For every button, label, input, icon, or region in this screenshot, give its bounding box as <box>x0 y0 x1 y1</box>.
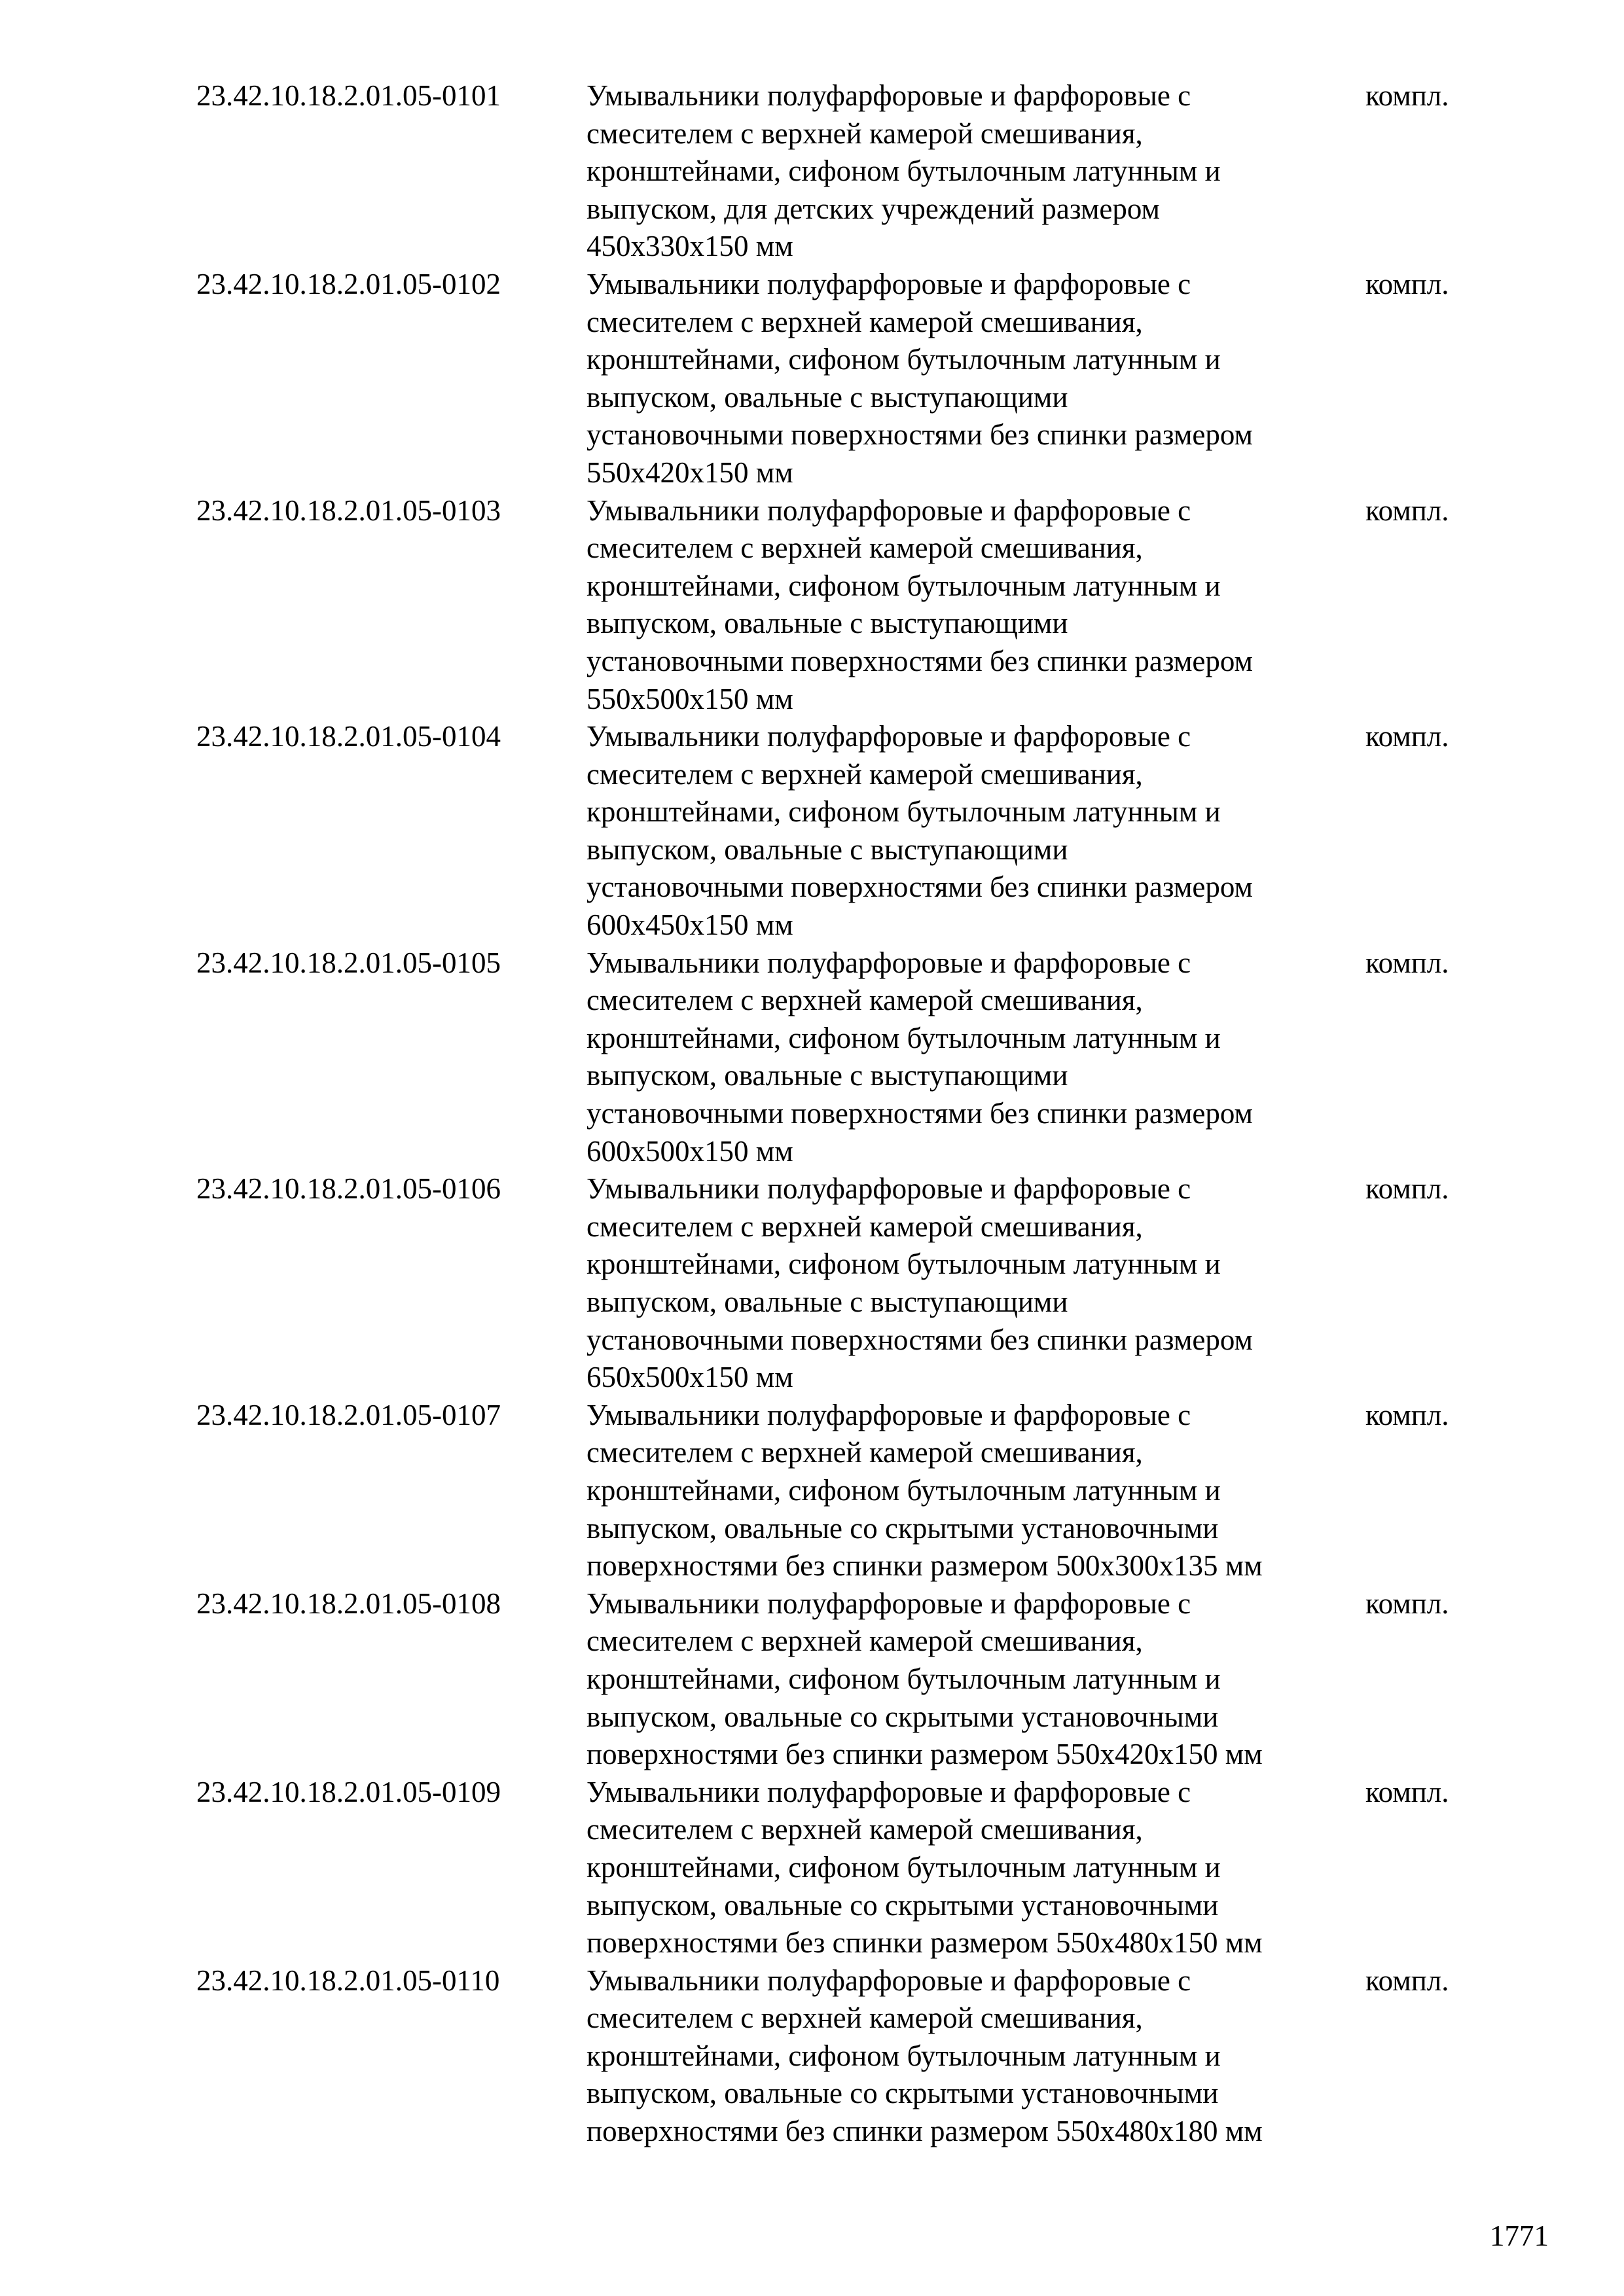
row-description: Умывальники полуфарфоровые и фарфоровые с смесителем с верхней камерой смешивания, кронштейнами, сифоном бутылочным латунным и выпуском, для детских учреждений размером 450x330x150 мм <box>586 79 1221 263</box>
page-number: 1771 <box>1490 2219 1549 2252</box>
row-code: 23.42.10.18.2.01.05-0102 <box>196 267 501 300</box>
row-unit: компл. <box>1365 79 1449 112</box>
row-description: Умывальники полуфарфоровые и фарфоровые с смесителем с верхней камерой смешивания, кронштейнами, сифоном бутылочным латунным и выпуском, овальные с выступающими установочными поверхностями без спинки размером 600x450x150 мм <box>586 720 1254 942</box>
row-unit: компл. <box>1365 493 1449 527</box>
table-row <box>196 1962 1506 2151</box>
row-description: Умывальники полуфарфоровые и фарфоровые с смесителем с верхней камерой смешивания, кронштейнами, сифоном бутылочным латунным и выпуском, овальные со скрытыми установочными поверхностями без спинки размером 500x300x135 мм <box>586 1398 1263 1583</box>
table-row <box>196 492 1506 719</box>
row-unit: компл. <box>1365 1398 1449 1431</box>
row-unit: компл. <box>1365 1775 1449 1808</box>
row-unit: компл. <box>1365 1587 1449 1620</box>
row-unit: компл. <box>1365 267 1449 300</box>
table-row <box>196 718 1506 944</box>
row-code: 23.42.10.18.2.01.05-0108 <box>196 1587 501 1620</box>
row-unit: компл. <box>1365 1964 1449 1997</box>
row-code: 23.42.10.18.2.01.05-0105 <box>196 946 501 979</box>
row-description: Умывальники полуфарфоровые и фарфоровые с смесителем с верхней камерой смешивания, кронштейнами, сифоном бутылочным латунным и выпуском, овальные с выступающими установочными поверхностями без спинки размером 550x500x150 мм <box>586 493 1254 715</box>
row-description: Умывальники полуфарфоровые и фарфоровые с смесителем с верхней камерой смешивания, кронштейнами, сифоном бутылочным латунным и выпуском, овальные со скрытыми установочными поверхностями без спинки размером 550x420x150 мм <box>586 1587 1263 1771</box>
row-description: Умывальники полуфарфоровые и фарфоровые с смесителем с верхней камерой смешивания, кронштейнами, сифоном бутылочным латунным и выпуском, овальные с выступающими установочными поверхностями без спинки размером 550x420x150 мм <box>586 267 1254 489</box>
row-unit: компл. <box>1365 720 1449 753</box>
row-description: Умывальники полуфарфоровые и фарфоровые с смесителем с верхней камерой смешивания, кронштейнами, сифоном бутылочным латунным и выпуском, овальные с выступающими установочными поверхностями без спинки размером 650x500x150 мм <box>586 1172 1254 1394</box>
row-code: 23.42.10.18.2.01.05-0104 <box>196 720 501 753</box>
row-code: 23.42.10.18.2.01.05-0110 <box>196 1964 500 1997</box>
row-code: 23.42.10.18.2.01.05-0109 <box>196 1775 501 1808</box>
catalog-table <box>196 77 1506 2151</box>
table-row <box>196 1774 1506 1962</box>
table-row <box>196 944 1506 1171</box>
row-unit: компл. <box>1365 946 1449 979</box>
row-code: 23.42.10.18.2.01.05-0103 <box>196 493 501 527</box>
row-code: 23.42.10.18.2.01.05-0107 <box>196 1398 501 1431</box>
table-row <box>196 1397 1506 1585</box>
row-description: Умывальники полуфарфоровые и фарфоровые с смесителем с верхней камерой смешивания, кронштейнами, сифоном бутылочным латунным и выпуском, овальные со скрытыми установочными поверхностями без спинки размером 550x480x180 мм <box>586 1964 1263 2148</box>
table-row <box>196 266 1506 492</box>
row-description: Умывальники полуфарфоровые и фарфоровые с смесителем с верхней камерой смешивания, кронштейнами, сифоном бутылочным латунным и выпуском, овальные со скрытыми установочными поверхностями без спинки размером 550x480x150 мм <box>586 1775 1263 1960</box>
table-row <box>196 1170 1506 1397</box>
row-description: Умывальники полуфарфоровые и фарфоровые с смесителем с верхней камерой смешивания, кронштейнами, сифоном бутылочным латунным и выпуском, овальные с выступающими установочными поверхностями без спинки размером 600x500x150 мм <box>586 946 1254 1168</box>
table-row <box>196 1585 1506 1774</box>
row-unit: компл. <box>1365 1172 1449 1206</box>
row-code: 23.42.10.18.2.01.05-0106 <box>196 1172 501 1206</box>
row-code: 23.42.10.18.2.01.05-0101 <box>196 79 501 112</box>
table-row <box>196 77 1506 266</box>
